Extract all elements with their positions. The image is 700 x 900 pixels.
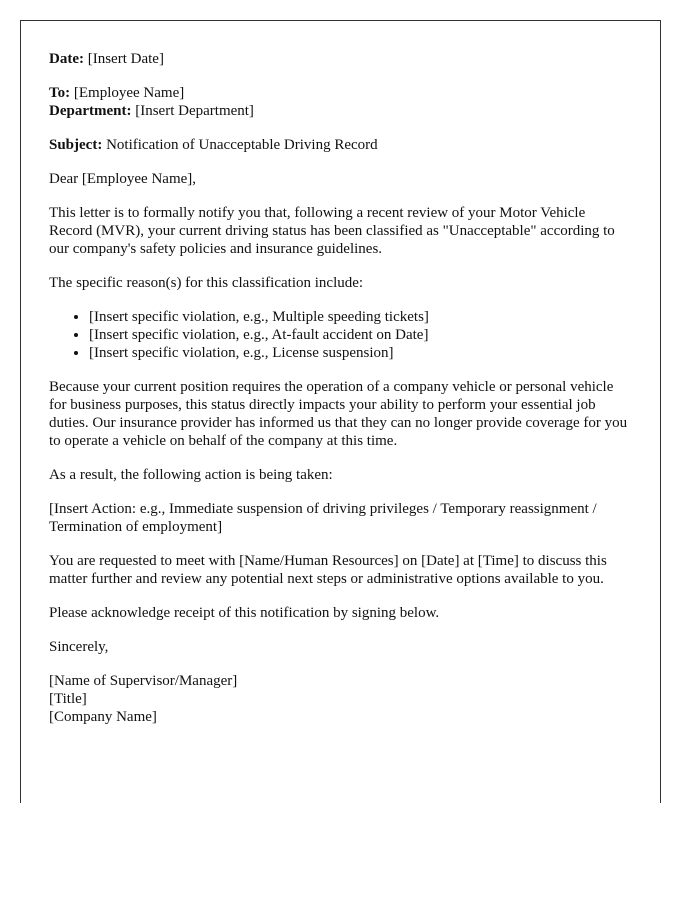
reasons-list [49,308,632,362]
recipient-block [49,84,632,120]
list-item: • [Insert specific violation, e.g., License suspension] [89,344,632,362]
list-item: • [Insert specific violation, e.g., At-fault accident on Date] [89,326,632,344]
paragraph-action: [Insert Action: e.g., Immediate suspension of driving privileges / Temporary reassignment / Termination of employment] [49,501,597,535]
salutation: Dear [Employee Name], [49,171,197,187]
paragraph-intro: This letter is to formally notify you that, following a recent review of your Motor Vehicle Record (MVR), your current driving status has been classified as "Unacceptable" according to our company's safety policies and insurance guidelines. [49,205,615,257]
paragraph-action-intro: As a result, the following action is being taken: [49,467,333,483]
list-item: • [Insert specific violation, e.g., Multiple speeding tickets] [89,308,632,326]
letter-page [20,20,661,803]
paragraph-acknowledge: Please acknowledge receipt of this notification by signing below. [49,605,440,621]
signer-title: [Title] [49,691,87,707]
signature-block [49,672,632,726]
closing: Sincerely, [49,639,109,655]
date-line: Date: [Insert Date] [49,51,164,67]
department-line: Department: [Insert Department] [49,103,254,119]
paragraph-impact: Because your current position requires the operation of a company vehicle or personal vehicle for business purposes, this status directly impacts your ability to perform your essential job duties. Our insurance provider has informed us that they can no longer provide coverage for you to operate a vehicle on behalf of the company at this time. [49,379,628,449]
paragraph-meeting: You are requested to meet with [Name/Human Resources] on [Date] at [Time] to discuss this matter further and review any potential next steps or administrative options available to you. [49,553,607,587]
signer-name: [Name of Supervisor/Manager] [49,673,238,689]
paragraph-reasons-intro: The specific reason(s) for this classification include: [49,275,364,291]
subject-line: Subject: Notification of Unacceptable Driving Record [49,137,378,153]
to-line: To: [Employee Name] [49,85,185,101]
company-name: [Company Name] [49,709,157,725]
